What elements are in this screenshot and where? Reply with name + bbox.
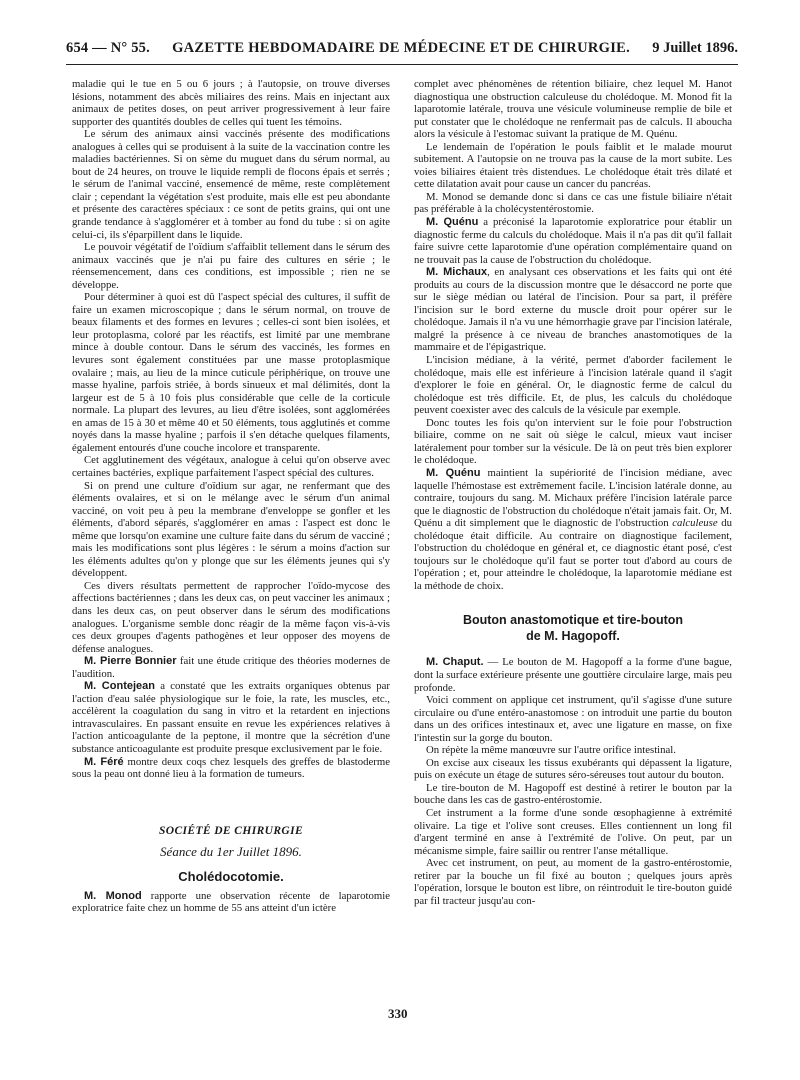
header-rule [66, 64, 738, 65]
speaker-name: M. Michaux [426, 266, 488, 279]
paragraph: Ces divers résultats permettent de rapprocher l'oïdo-mycose des affections bactériennes ; dans les deux cas, on peut vacciner les animaux ; dans les deux cas, on peut observer dans le sérum des modifications analogues. L'organisme semble donc réagir de la même façon vis-à-vis ces deux groupes d'agents pathogènes et leur opposer des moyens de défense analogues. [72, 579, 390, 655]
paragraph: M. Monod se demande donc si dans ce cas une fistule biliaire n'était pas préférable à la cholécystentérostomie. [414, 190, 732, 216]
paragraph-monod: M. Monod rapporte une observation récente de laparotomie exploratrice faite chez un homme de 55 ans atteint d'un ictère [72, 889, 390, 915]
issue-date: 9 Juillet 1896. [652, 40, 738, 56]
paragraph: Donc toutes les fois qu'on intervient sur le foie pour l'obstruction biliaire, comme on ne sait où siège le calcul, mieux vaut inciser latéralement pour tomber sur la vésicule. De là on peut très bien explorer le cholédoque. [414, 416, 732, 467]
paragraph: Le pouvoir végétatif de l'oïdium s'affaiblit tellement dans le sérum des animaux vaccinés que je n'ai pu faire des cultures en série ; le réensemencement, dans ces conditions, est impossible ; rien ne se développe. [72, 241, 390, 291]
speaker-name: M. Féré [84, 755, 124, 768]
folio-number: 330 [388, 1006, 408, 1021]
paragraph: maladie qui le tue en 5 ou 6 jours ; à l'autopsie, on trouve diverses lésions, notamment des abcès miliaires des reins. Mais en injectant aux animaux de petites doses, on peut arriver progressivement à leur faire supporter des quantités doubles de celles qui tuent les témoins. [72, 78, 390, 128]
paragraph-quenu-reply: M. Quénu maintient la supériorité de l'incision médiane, avec laquelle l'hémostase est extrêmement facile. L'incision latérale donne, au contraire, toujours du sang. M. Michaux préfère l'incision latérale parce que le diagnostic de l'obstruction du cholédoque n'était jamais fait. Or, M. Quénu a dit simplement que le diagnostic de l'obstruction calculeuse du cholédoque était difficile. Au contraire on diagnostique facilement, l'obstruction du cholédoque en général et, ce diagnostic étant posé, c'est toujours sur le cholédoque qu'il faut se porter tout d'abord au cours de l'opération ; et, pour atteindre le cholédoque, la laparotomie médiane est la méthode de choix. [414, 466, 732, 592]
paragraph: On excise aux ciseaux les tissus exubérants qui dépassent la ligature, puis on exécute un étage de sutures séro-séreuses tout autour du bouton. [414, 756, 732, 782]
paragraph-michaux: M. Michaux, en analysant ces observations et les faits qui ont été produits au cours de la discussion montre que le désaccord ne porte que sur le siège médian ou latéral de l'incision. Pour sa part, il préfère l'incision sur le bord externe du muscle droit pour opérer sur le cholédoque. Jamais il n'a vu une hémorrhagie grave par l'incision latérale, malgré la présence à ce niveau de branches anastomotiques de la mammaire et de l'épigastrique. [414, 266, 732, 354]
speaker-name: M. Quénu [426, 466, 481, 479]
speaker-name: M. Chaput. [426, 656, 484, 669]
paragraph-fere: M. Féré montre deux coqs chez lesquels des greffes de blastoderme sous la peau ont donné lieu à la formation de tumeurs. [72, 755, 390, 781]
paragraph: Le sérum des animaux ainsi vaccinés présente des modifications analogues à celles qui se produisent à la suite de la vaccination contre les maladies bactériennes. Si on sème du muguet dans du sérum normal, au bout de 24 heures, on trouve le liquide rempli de flocons épais et serrés ; le sérum de l'animal vacciné, ensemencé de même, reste complètement clair ; cependant la végétation s'est produite, mais elle est peu abondante et présente des caractères spéciaux : ce sont de petits grains, qui ont une grande tendance à s'agglomérer et à tomber au fond du tube : si on agite celui-ci, ils s'éparpillent dans le liquide. [72, 128, 390, 241]
paragraph: Cet agglutinement des végétaux, analogue à celui qu'on observe avec certaines bactéries, explique parfaitement l'aspect spécial des cultures. [72, 454, 390, 479]
speaker-name: M. Pierre Bonnier [84, 655, 177, 668]
speaker-name: M. Contejean [84, 680, 155, 693]
paragraph: On répète la même manœuvre sur l'autre orifice intestinal. [426, 744, 676, 757]
speaker-name: M. Quénu [426, 216, 479, 229]
paragraph: Cet instrument a la forme d'une sonde œsophagienne à extrémité olivaire. La tige et l'olive sont creuses. Elles contiennent un long fil d'argent terminé en anse à l'extrémité de l'olive. On peut, par un mécanisme simple, faire saillir ou rentrer l'anse métallique. [414, 806, 732, 857]
paragraph: Pour déterminer à quoi est dû l'aspect spécial des cultures, il suffit de faire un examen microscopique ; dans le sérum normal, on trouve de beaux filaments et des formes en levures ; celles-ci sont bien isolées, et leur protoplasma, coloré par les réactifs, est limité par une membrane mince à double contour. Dans le sérum des vaccinés, les formes en levures sont également constituées par une masse protoplasmique ovalaire ; mais, au lieu de la mince cuticule périphérique, on trouve une masse hyaline, parfois striée, à bords sinueux et mal délimités, dont la largeur est de 5 à 10 fois plus considérable que celle de la corticule normale. La plupart des levures, au lieu d'être isolées, sont agglomérées en amas de 15 à 30 et même 40 et 50 éléments, tous agglutinés et comme noyés dans la masse hyaline ; parfois il s'en détache quelques filaments, également entourés d'une couche incolore et transparente. [72, 291, 390, 454]
paragraph-contejean: M. Contejean a constaté que les extraits organiques obtenus par l'action d'eau salée physiologique sur le foie, la rate, les muscles, etc., accélèrent la coagulation du sang in vitro et la retardent en injections intravasculaires. En passant ensuite en revue les expériences relatives à l'action anticoagulante de la peptone, il montre que la sécrétion d'une substance anticoagulante est produite presque exclusivement par le foie. [72, 680, 390, 755]
paragraph-bonnier: M. Pierre Bonnier fait une étude critique des théories modernes de l'audition. [72, 655, 390, 680]
journal-title: GAZETTE HEBDOMADAIRE DE MÉDECINE ET DE CHIRURGIE. [172, 40, 631, 56]
section-heading-bouton: Bouton anastomotique et tire-bouton de M. Hagopoff. [462, 613, 684, 644]
paragraph: Avec cet instrument, on peut, au moment de la gastro-entérostomie, retirer par la bouche un fil fixé au bouton ; quelques jours après l'opération, lorsque le bouton est libre, on réintroduit le tire-bouton guidé par fil tracteur jusqu'au con- [414, 857, 732, 907]
paragraph: Le tire-bouton de M. Hagopoff est destiné à retirer le bouton par la bouche dans les cas de gastro-entérostomie. [414, 781, 732, 807]
right-column [414, 78, 732, 907]
paragraph: complet avec phénomènes de rétention biliaire, chez lequel M. Hanot diagnostiqua une obstruction calculeuse du cholédoque. M. Monod fit la laparotomie latérale, trouva une vésicule volumineuse remplie de bile et put constater que le cholédoque ne renfermait pas de calculs. Il abouchа alors la vésicule à l'estomac suivant la pratique de M. Quénu. [414, 78, 732, 141]
paragraph: L'incision médiane, à la vérité, permet d'aborder facilement le cholédoque, mais elle est inférieure à l'incision latérale quand il s'agit d'explorer le foie en général. Or, le diagnostic ferme de calcul du cholédoque est très difficile. Et, de plus, les calculs du cholédoque peuvent coexister avec des calculs de la vésicule par exemple. [414, 354, 732, 417]
paragraph: Si on prend une culture d'oïdium sur agar, ne renfermant que des éléments ovalaires, et si on le mélange avec le sérum d'un animal vacciné, on voit peu à peu la membrane d'enveloppe se gonfler et les éléments, d'abord séparés, s'agglomérer en amas : l'aspect est donc le même que lorsqu'on examine une culture faite dans du sérum de vacciné ; mais les modifications sont plus légères : le sérum a moins d'action sur les éléments adultes qu'on y plonge que sur les éléments jeunes qui s'y développent. [72, 479, 390, 580]
session-date: Séance du 1er Juillet 1896. [160, 843, 302, 859]
paragraph: Le lendemain de l'opération le pouls faiblit et le malade mourut subitement. A l'autopsie on ne trouva pas la cause de la mort subite. Les voies biliaires étaient très distendues. Le cholédoque était très dilaté et cette dilatation avait pour cause un cancer du pancréas. [414, 140, 732, 191]
paragraph-chaput: M. Chaput. — Le bouton de M. Hagopoff a la forme d'une bague, dont la surface extérieure présente une gouttière circulaire large, mais peu profonde. [414, 656, 732, 694]
page-reference: 654 — N° 55. [66, 40, 150, 56]
section-heading-choledocotomie: Cholédocotomie. [178, 868, 284, 884]
left-column [72, 78, 390, 915]
paragraph: Voici comment on applique cet instrument, qu'il s'agisse d'une suture circulaire ou d'une entéro-anastomose : on introduit une partie du bouton dans un des orifices intestinaux et, avec une ligature en masse, on fixe l'intestin sur la gorge du bouton. [414, 694, 732, 744]
running-header [66, 40, 738, 66]
speaker-name: M. Monod [84, 889, 142, 902]
paragraph-quenu: M. Quénu a préconisé la laparotomie exploratrice pour établir un diagnostic ferme du calculs du cholédoque. Mais il n'a pas dit qu'il fallait faire suivre cette laparotomie d'une opération complémentaire quand on ne trouvait pas la cause de l'obstruction du cholédoque. [414, 216, 732, 266]
society-heading: SOCIÉTÉ DE CHIRURGIE [158, 824, 304, 837]
